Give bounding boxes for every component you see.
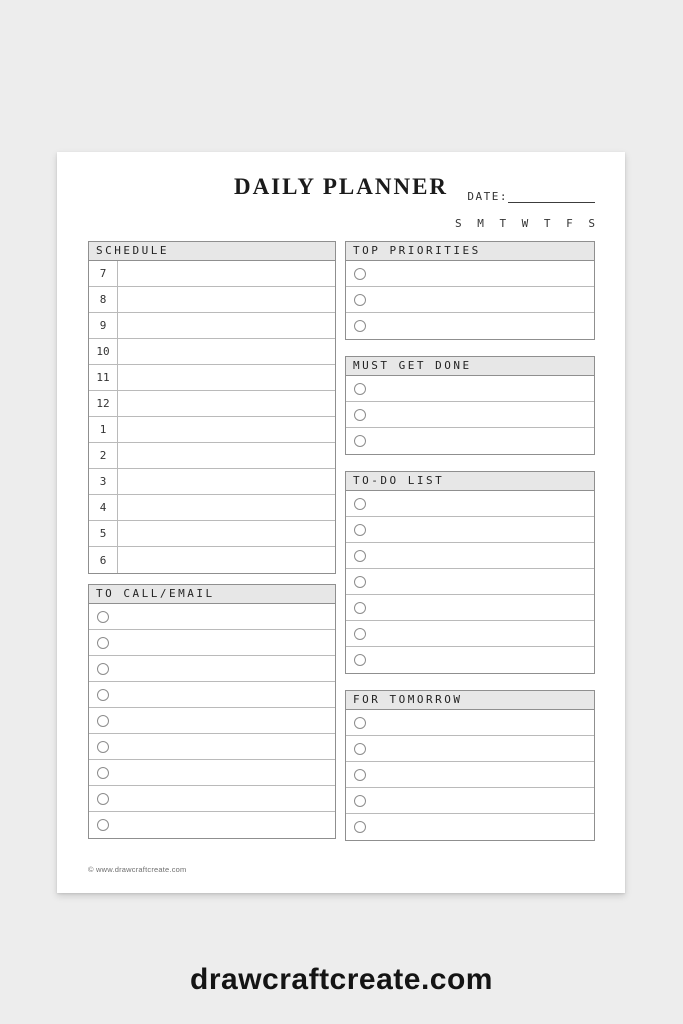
checklist-row[interactable] [89, 604, 335, 630]
schedule-entry-line[interactable] [118, 261, 335, 286]
schedule-row [89, 287, 335, 313]
checkbox-circle-icon[interactable] [354, 294, 366, 306]
weekday-letter[interactable]: S [455, 217, 462, 230]
schedule-hour-label: 3 [89, 469, 118, 494]
checklist-row[interactable] [89, 682, 335, 708]
checkbox-circle-icon[interactable] [354, 409, 366, 421]
checkbox-circle-icon[interactable] [97, 715, 109, 727]
schedule-hour-label: 1 [89, 417, 118, 442]
for-tomorrow-rows [346, 710, 594, 840]
schedule-hour-label: 7 [89, 261, 118, 286]
schedule-hour-label: 11 [89, 365, 118, 390]
schedule-entry-line[interactable] [118, 443, 335, 468]
checklist-row[interactable] [89, 734, 335, 760]
checklist-row[interactable] [89, 760, 335, 786]
page-title: DAILY PLANNER [233, 174, 449, 199]
schedule-hour-label: 6 [89, 547, 118, 573]
to-call-email-section [88, 584, 336, 839]
checkbox-circle-icon[interactable] [97, 819, 109, 831]
checkbox-circle-icon[interactable] [354, 743, 366, 755]
checklist-row[interactable] [346, 517, 594, 543]
weekday-selector [455, 217, 595, 230]
copyright-note: © www.drawcraftcreate.com [88, 865, 187, 874]
checklist-row[interactable] [346, 621, 594, 647]
to-call-email-rows [89, 604, 335, 838]
schedule-section [88, 241, 336, 574]
schedule-hour-label: 9 [89, 313, 118, 338]
for-tomorrow-header: FOR TOMORROW [346, 691, 594, 710]
checklist-row[interactable] [346, 736, 594, 762]
left-column [88, 241, 336, 841]
schedule-entry-line[interactable] [118, 521, 335, 546]
for-tomorrow-section [345, 690, 595, 841]
checklist-row[interactable] [346, 543, 594, 569]
checkbox-circle-icon[interactable] [354, 821, 366, 833]
todo-list-header: TO-DO LIST [346, 472, 594, 491]
checkbox-circle-icon[interactable] [354, 795, 366, 807]
checklist-row[interactable] [346, 402, 594, 428]
checklist-row[interactable] [89, 630, 335, 656]
schedule-row [89, 261, 335, 287]
checkbox-circle-icon[interactable] [97, 611, 109, 623]
checkbox-circle-icon[interactable] [354, 383, 366, 395]
checkbox-circle-icon[interactable] [354, 628, 366, 640]
schedule-row [89, 469, 335, 495]
planner-columns [88, 241, 595, 841]
checklist-row[interactable] [346, 569, 594, 595]
checkbox-circle-icon[interactable] [97, 793, 109, 805]
schedule-row [89, 339, 335, 365]
checklist-row[interactable] [89, 812, 335, 838]
checkbox-circle-icon[interactable] [354, 576, 366, 588]
checkbox-circle-icon[interactable] [354, 498, 366, 510]
date-field [467, 190, 595, 203]
schedule-entry-line[interactable] [118, 495, 335, 520]
checkbox-circle-icon[interactable] [354, 654, 366, 666]
checklist-row[interactable] [346, 647, 594, 673]
date-label: DATE: [467, 190, 508, 203]
schedule-row [89, 365, 335, 391]
weekday-letter[interactable]: W [521, 217, 529, 230]
checklist-row[interactable] [346, 595, 594, 621]
checklist-row[interactable] [346, 814, 594, 840]
checklist-row[interactable] [346, 762, 594, 788]
schedule-row [89, 547, 335, 573]
must-get-done-section [345, 356, 595, 455]
checkbox-circle-icon[interactable] [354, 435, 366, 447]
checkbox-circle-icon[interactable] [97, 637, 109, 649]
schedule-entry-line[interactable] [118, 365, 335, 390]
checklist-row[interactable] [346, 491, 594, 517]
checkbox-circle-icon[interactable] [97, 767, 109, 779]
checkbox-circle-icon[interactable] [354, 320, 366, 332]
must-get-done-header: MUST GET DONE [346, 357, 594, 376]
schedule-row [89, 391, 335, 417]
todo-list-section [345, 471, 595, 674]
checkbox-circle-icon[interactable] [354, 550, 366, 562]
schedule-hour-label: 4 [89, 495, 118, 520]
checkbox-circle-icon[interactable] [354, 268, 366, 280]
schedule-entry-line[interactable] [118, 339, 335, 364]
top-priorities-rows [346, 261, 594, 339]
right-column [345, 241, 595, 841]
schedule-row [89, 443, 335, 469]
checklist-row[interactable] [346, 287, 594, 313]
planner-page [57, 152, 625, 893]
checklist-row[interactable] [346, 313, 594, 339]
checklist-row[interactable] [89, 708, 335, 734]
schedule-entry-line[interactable] [118, 547, 335, 573]
top-priorities-header: TOP PRIORITIES [346, 242, 594, 261]
weekday-letter[interactable]: T [499, 217, 507, 230]
schedule-entry-line[interactable] [118, 313, 335, 338]
schedule-entry-line[interactable] [118, 469, 335, 494]
schedule-hour-label: 8 [89, 287, 118, 312]
schedule-hour-label: 2 [89, 443, 118, 468]
checkbox-circle-icon[interactable] [354, 717, 366, 729]
to-call-email-header: TO CALL/EMAIL [89, 585, 335, 604]
checkbox-circle-icon[interactable] [97, 741, 109, 753]
checkbox-circle-icon[interactable] [354, 524, 366, 536]
checklist-row[interactable] [89, 786, 335, 812]
schedule-hour-label: 5 [89, 521, 118, 546]
checkbox-circle-icon[interactable] [354, 602, 366, 614]
schedule-rows [89, 261, 335, 573]
schedule-entry-line[interactable] [118, 287, 335, 312]
schedule-row [89, 417, 335, 443]
schedule-entry-line[interactable] [118, 391, 335, 416]
website-watermark: drawcraftcreate.com [190, 963, 493, 996]
checklist-row[interactable] [346, 710, 594, 736]
checklist-row[interactable] [89, 656, 335, 682]
todo-list-rows [346, 491, 594, 673]
weekday-letter[interactable]: M [477, 217, 484, 230]
must-get-done-rows [346, 376, 594, 454]
weekday-letter[interactable]: F [566, 217, 573, 230]
schedule-hour-label: 10 [89, 339, 118, 364]
schedule-entry-line[interactable] [118, 417, 335, 442]
checklist-row[interactable] [346, 261, 594, 287]
top-priorities-section [345, 241, 595, 340]
schedule-header: SCHEDULE [89, 242, 335, 261]
weekday-letter[interactable]: S [588, 217, 595, 230]
checkbox-circle-icon[interactable] [354, 769, 366, 781]
checkbox-circle-icon[interactable] [97, 689, 109, 701]
date-input-line[interactable] [508, 191, 595, 203]
weekday-letter[interactable]: T [543, 217, 551, 230]
schedule-row [89, 495, 335, 521]
schedule-hour-label: 12 [89, 391, 118, 416]
checklist-row[interactable] [346, 788, 594, 814]
checklist-row[interactable] [346, 428, 594, 454]
checklist-row[interactable] [346, 376, 594, 402]
schedule-row [89, 313, 335, 339]
schedule-row [89, 521, 335, 547]
checkbox-circle-icon[interactable] [97, 663, 109, 675]
